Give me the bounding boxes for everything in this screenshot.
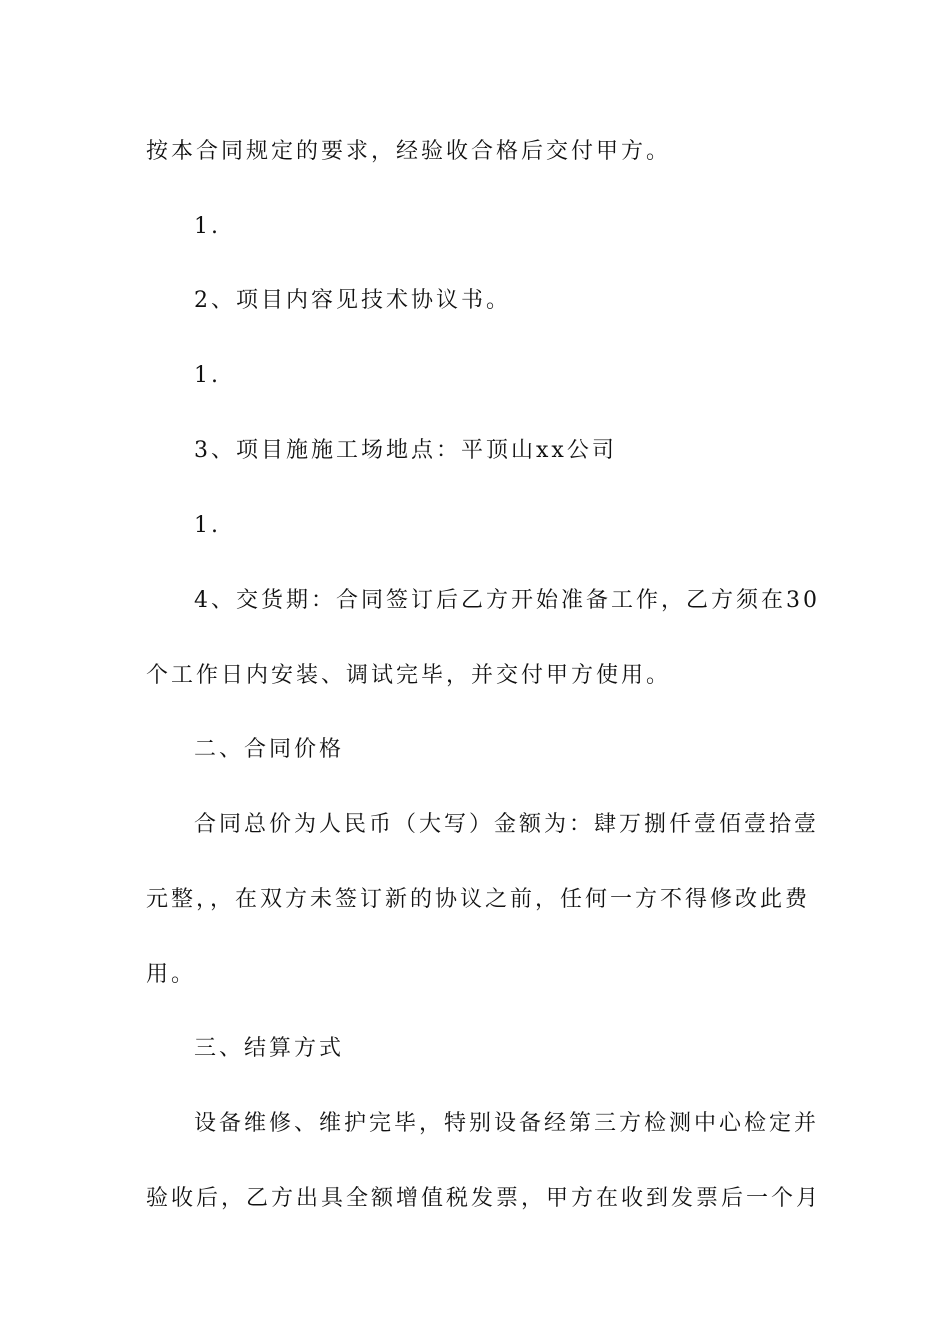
list-number-3: 1.: [194, 513, 221, 538]
price-paragraph-line-1: 合同总价为人民币（大写）金额为：肆万捌仟壹佰壹拾壹: [194, 812, 820, 837]
price-paragraph-line-2: 元整，，在双方未签订新的协议之前，任何一方不得修改此费: [146, 887, 811, 912]
item-4-delivery-period-cont: 个工作日内安装、调试完毕，并交付甲方使用。: [146, 663, 672, 688]
price-paragraph-line-3: 用。: [146, 962, 197, 987]
list-number-1: 1.: [194, 214, 221, 239]
settlement-paragraph-line-2: 验收后，乙方出具全额增值税发票，甲方在收到发票后一个月: [146, 1186, 822, 1211]
settlement-paragraph-line-1: 设备维修、维护完毕，特别设备经第三方检测中心检定并: [194, 1111, 820, 1136]
item-4-delivery-period: 4、交货期：合同签订后乙方开始准备工作，乙方须在30: [194, 588, 820, 613]
item-2-project-content: 2、项目内容见技术协议书。: [194, 288, 511, 313]
section-heading-settlement: 三、结算方式: [194, 1036, 345, 1061]
section-heading-contract-price: 二、合同价格: [194, 737, 345, 762]
list-number-2: 1.: [194, 363, 221, 388]
item-3-site-location: 3、项目施施工场地点：平顶山xx公司: [194, 438, 617, 463]
text-line-1: 按本合同规定的要求，经验收合格后交付甲方。: [146, 139, 672, 164]
